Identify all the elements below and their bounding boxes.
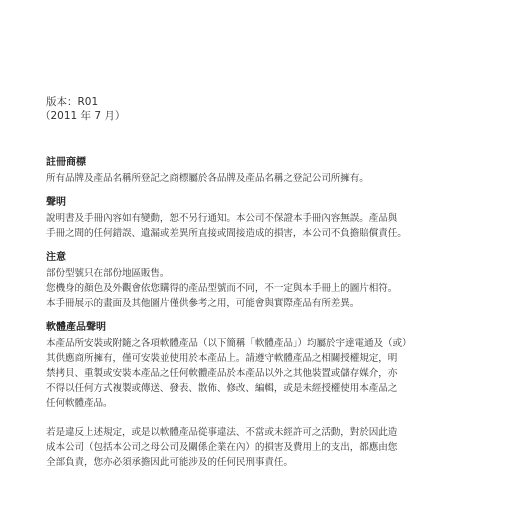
software-line: 本產品所安裝或附隨之各項軟體產品（以下簡稱「軟體產品」）均屬於宇達電通及（或） [46, 338, 412, 349]
liability-line: 全部負責，您亦必須承擔因此可能涉及的任何民刑事責任。 [46, 457, 293, 468]
software-heading: 軟體產品聲明 [46, 322, 106, 333]
software-line: 其供應商所擁有，僅可安裝並使用於本產品上。請遵守軟體產品之相關授權規定，明 [46, 353, 398, 364]
notice-line: 本手冊展示的畫面及其他圖片僅供參考之用，可能會與實際產品有所差異。 [46, 298, 360, 309]
trademark-heading: 註冊商標 [46, 157, 86, 168]
notice-heading: 注意 [46, 252, 66, 263]
date-label: （2011 年 7 月） [40, 110, 126, 122]
software-section [46, 321, 506, 411]
liability-section [46, 425, 506, 470]
software-line: 任何軟體產品。 [46, 398, 113, 409]
statement-heading: 聲明 [46, 197, 66, 208]
software-line: 禁拷貝、重製或安裝本產品之任何軟體產品於本產品以外之其他裝置或儲存媒介，亦 [46, 368, 398, 379]
liability-line: 成本公司（包括本公司之母公司及關係企業在內）的損害及費用上的支出，都應由您 [46, 442, 398, 453]
trademark-section [46, 156, 506, 186]
version-label: 版本：R01 [46, 96, 99, 108]
trademark-line: 所有品牌及產品名稱所登記之商標屬於各品牌及產品名稱之登記公司所擁有。 [46, 173, 369, 184]
software-line: 不得以任何方式複製或傳送、發表、散佈、修改、編輯，或是未經授權使用本產品之 [46, 383, 398, 394]
statement-line: 說明書及手冊內容如有變動，恕不另行通知。本公司不保證本手冊內容無誤。產品與 [46, 213, 398, 224]
notice-line: 您機身的顏色及外觀會依您購得的產品型號而不同，不一定與本手冊上的圖片相符。 [46, 283, 398, 294]
statement-line: 手冊之間的任何錯誤、遺漏或差異所直接或間接造成的損害，本公司不負擔賠償責任。 [46, 228, 407, 239]
statement-section [46, 196, 506, 241]
notice-section [46, 251, 506, 311]
liability-line: 若是違反上述規定，或是以軟體產品從事違法、不當或未經許可之活動，對於因此造 [46, 427, 398, 438]
notice-line: 部份型號只在部份地區販售。 [46, 268, 170, 279]
